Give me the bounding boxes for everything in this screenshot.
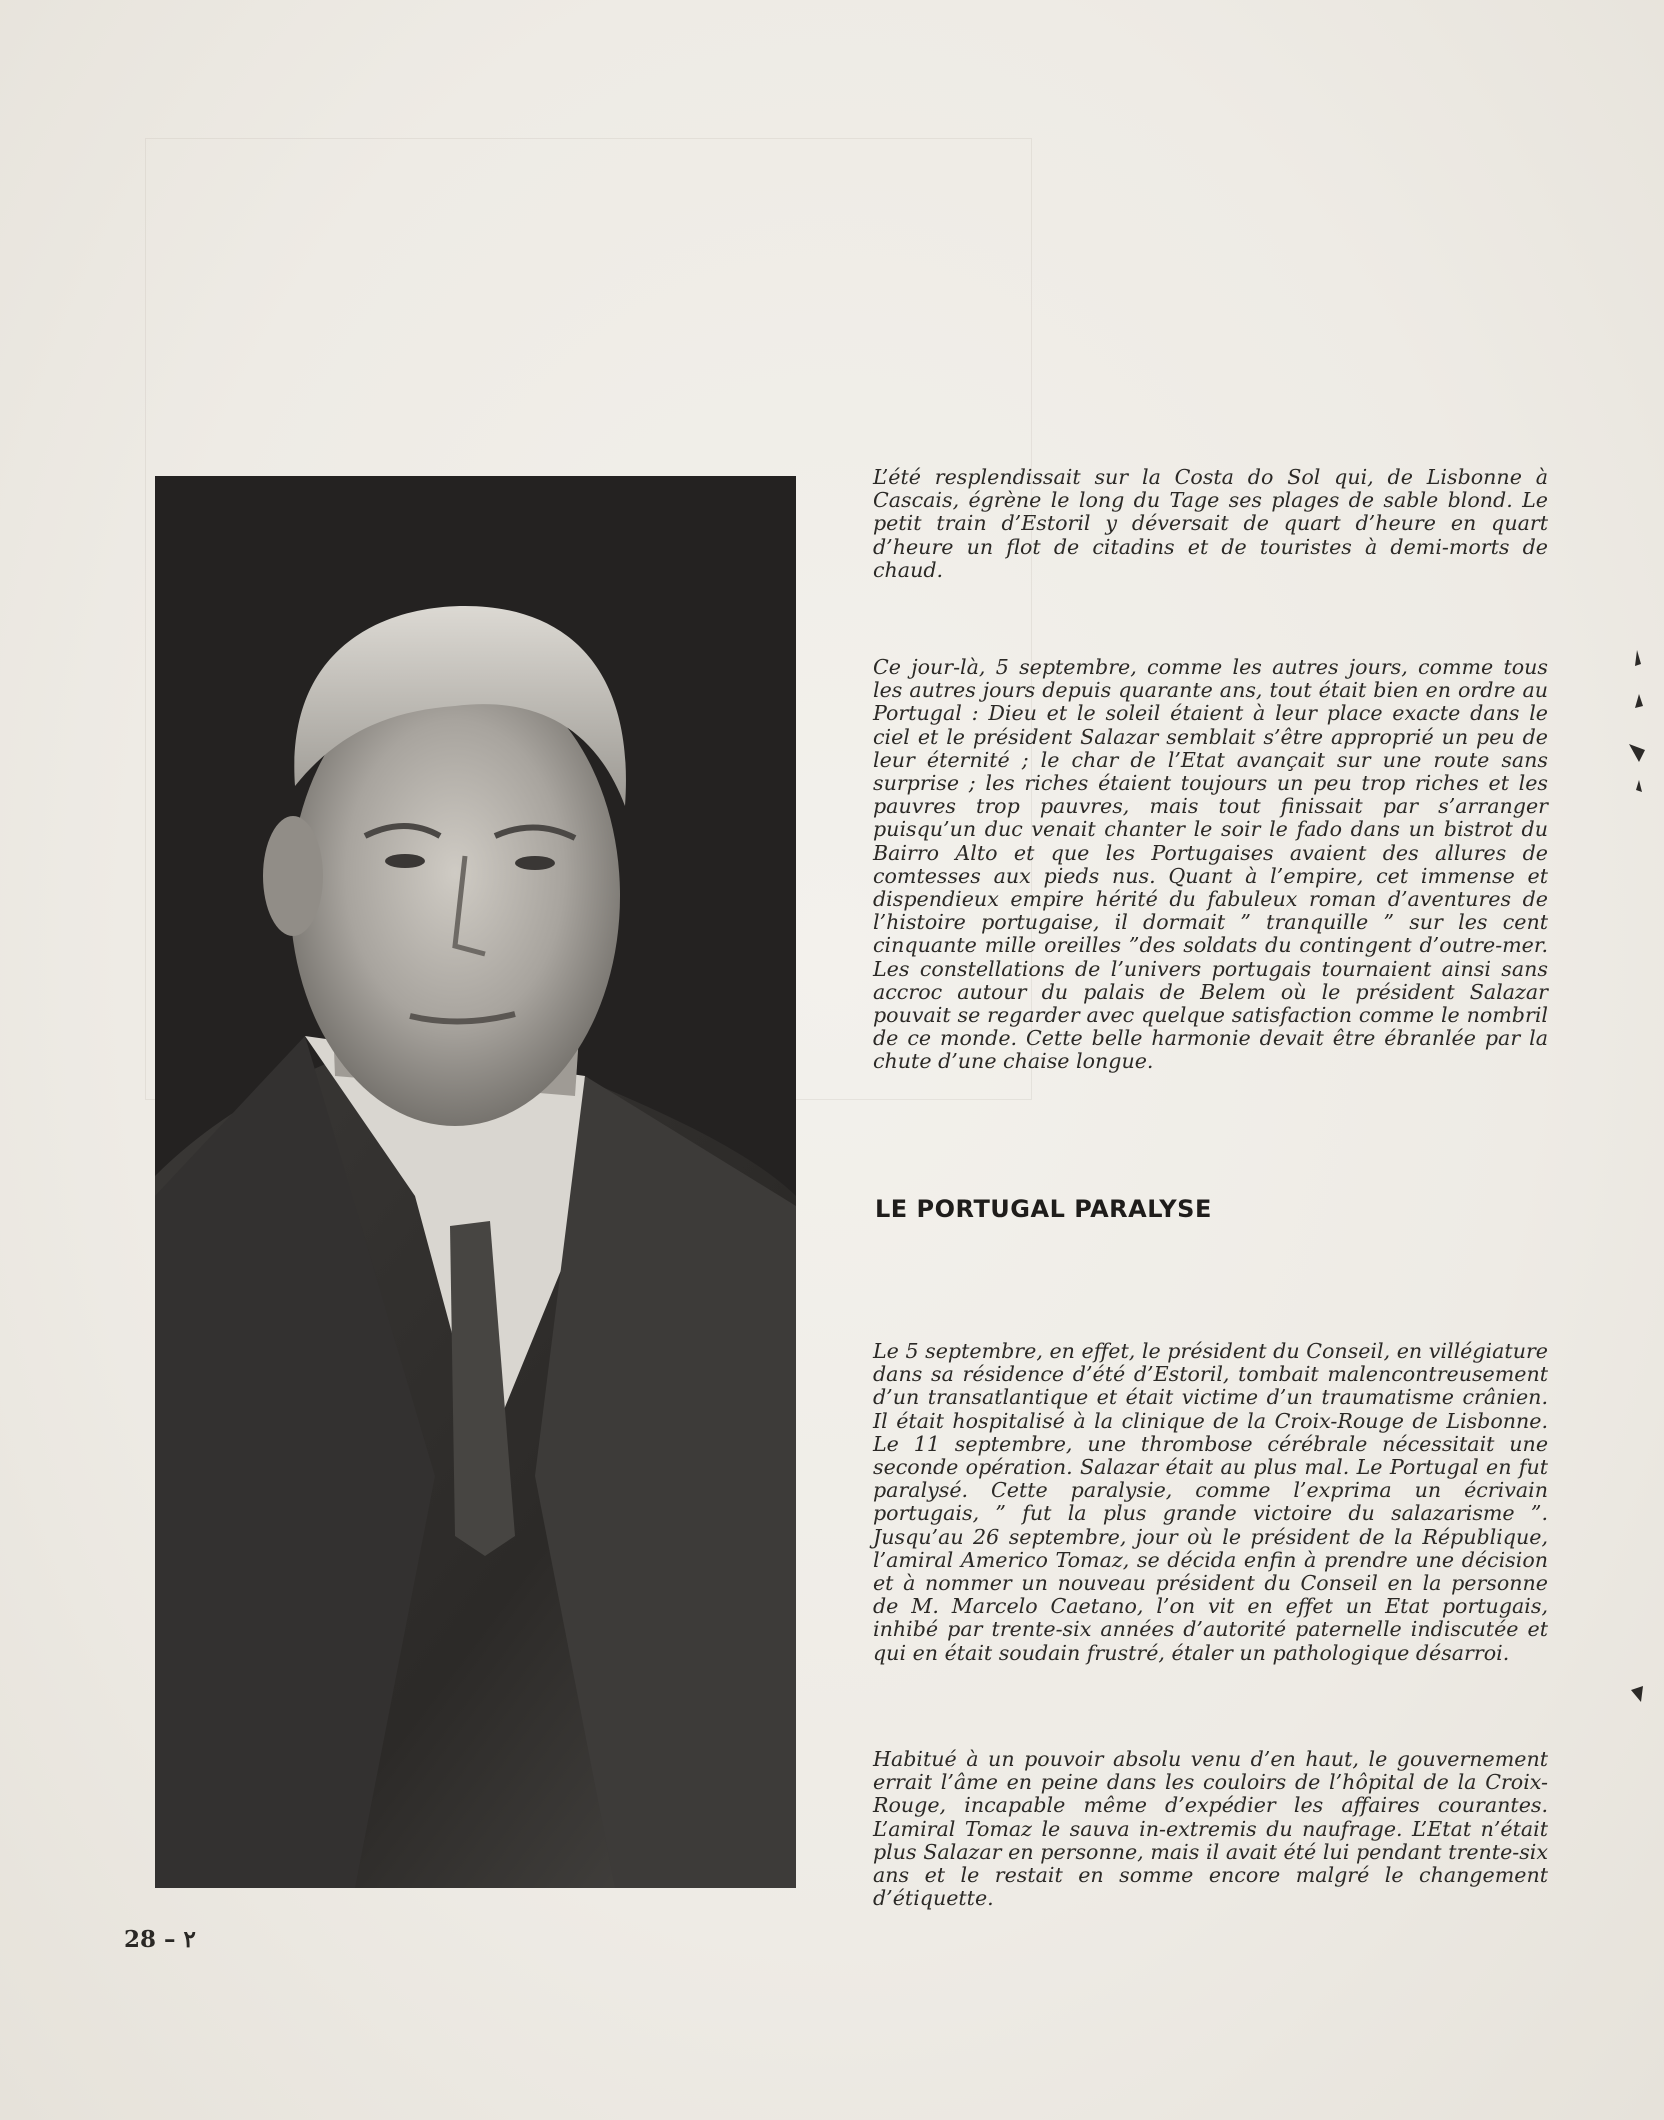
article-paragraph: Habitué à un pouvoir absolu venu d’en haut, le gouvernement errait l’âme en peine dans les couloirs de l’hôpital de la Croix-Rouge, incapable même d’expédier les affaires courantes. L’amiral Tomaz le sauva in-extremis du naufrage. L’Etat n’était plus Salazar en personne, mais il avait été lui pendant trente-six ans et le restait en somme encore malgré le changement d’étiquette. [873, 1747, 1548, 1911]
article-paragraph: L’été resplendissait sur la Costa do Sol qui, de Lisbonne à Cascais, égrène le long du Tage ses plages de sable blond. Le petit train d’Estoril y déversait de quart d’heure en quart d’heure un flot de citadins et de touristes à demi-morts de chaud. [873, 465, 1548, 582]
portrait-photo [155, 476, 796, 1888]
margin-specks [1615, 650, 1655, 1730]
section-heading: LE PORTUGAL PARALYSE [875, 1195, 1212, 1223]
article-paragraph: Ce jour-là, 5 septembre, comme les autres jours, comme tous les autres jours depuis quarante ans, tout était bien en ordre au Portugal : Dieu et le soleil étaient à leur place exacte dans le ciel et le président Salazar semblait s’être approprié un peu de leur éternité ; le char de l’Etat avançait sur une route sans surprise ; les riches étaient toujours un peu trop riches et les pauvres trop pauvres, mais tout finissait par s’arranger puisqu’un duc venait chanter le soir le fado dans un bistrot du Bairro Alto et que les Portugaises avaient des allures de comtesses aux pieds nus. Quant à l’empire, cet immense et dispendieux empire hérité du fabuleux roman d’aventures de l’histoire portugaise, il dormait ” tranquille ” sur les cent cinquante mille oreilles ”des soldats du contingent d’outre-mer. Les constellations de l’univers portugais tournaient ainsi sans accroc autour du palais de Belem où le président Salazar pouvait se regarder avec quelque satisfaction comme le nombril de ce monde. Cette belle harmonie devait être ébranlée par la chute d’une chaise longue. [873, 655, 1548, 1074]
page-number: 28 – ٢ [124, 1926, 196, 1953]
article-paragraph: Le 5 septembre, en effet, le président du Conseil, en villégiature dans sa résidence d’été d’Estoril, tombait malencontreusement d’un transatlantique et était victime d’un traumatisme crânien. Il était hospitalisé à la clinique de la Croix-Rouge de Lisbonne. Le 11 septembre, une thrombose cérébrale nécessitait une seconde opération. Salazar était au plus mal. Le Portugal en fut paralysé. Cette paralysie, comme l’exprima un écrivain portugais, ” fut la plus grande victoire du salazarisme ”. Jusqu’au 26 septembre, jour où le président de la République, l’amiral Americo Tomaz, se décida enfin à prendre une décision et à nommer un nouveau président du Conseil en la personne de M. Marcelo Caetano, l’on vit en effet un Etat portugais, inhibé par trente-six années d’autorité paternelle indiscutée et qui en était soudain frustré, étaler un pathologique désarroi. [873, 1339, 1548, 1665]
portrait-illustration [155, 476, 796, 1888]
